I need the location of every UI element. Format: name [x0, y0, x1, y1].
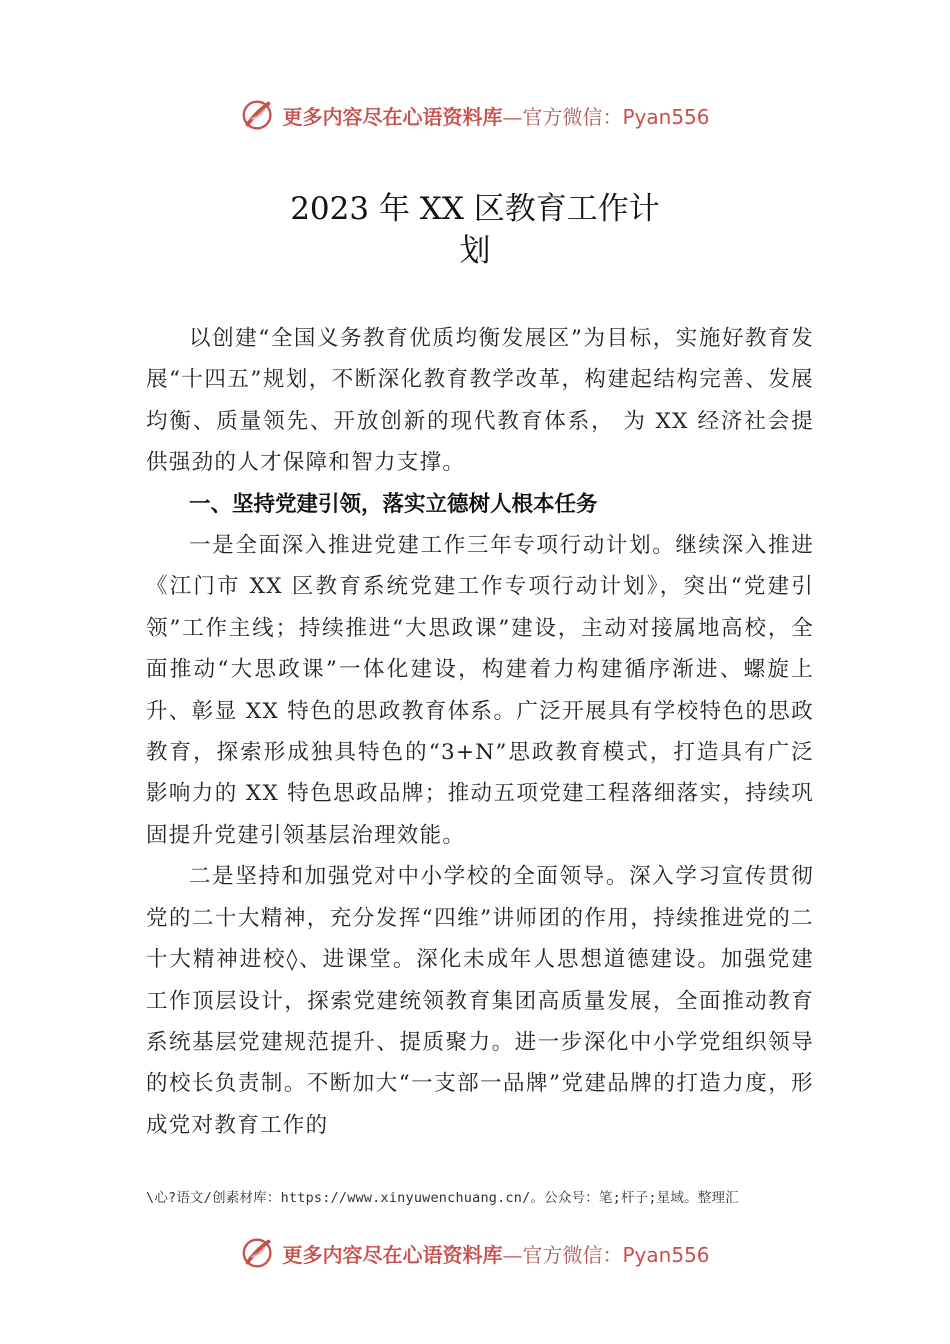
- banner-title: 更多内容尽在心语资料库: [282, 1242, 503, 1267]
- banner-separator: —: [502, 104, 523, 129]
- header-banner: [0, 95, 950, 135]
- section-heading: 一、坚持党建引领，落实立德树人根本任务: [189, 491, 598, 517]
- body-paragraph: 二是坚持和加强党对中小学校的全面领导。深入学习宣传贯彻党的二十大精神，充分发挥“四维”讲师团的作用，持续推进党的二十大精神进校◊、进课堂。深化未成年人思想道德建设。加强党建工作顶层设计，探索党建统领教育集团高质量发展，全面推动教育系统基层党建规范提升、提质聚力。进一步深化中小学党组织领导的校长负责制。不断加大“一支部一品牌”党建品牌的打造力度，形成党对教育工作的: [146, 864, 814, 1138]
- source-note: \心?语文/创素材库：https://www.xinyuwenchuang.cn/。公众号：笔;杆子;星域。整理汇: [146, 1190, 739, 1206]
- document-body: [146, 318, 814, 1146]
- banner-wechat-id: Pyan556: [622, 1242, 710, 1267]
- banner-wechat-label: 官方微信：: [522, 104, 623, 129]
- intro-paragraph: 以创建“全国义务教育优质均衡发展区”为目标，实施好教育发展“十四五”规划，不断深化教育教学改革，构建起结构完善、发展均衡、质量领先、开放创新的现代教育体系， 为 XX 经济社会提供强劲的人才保障和智力支撑。: [146, 326, 814, 476]
- brush-logo-icon: [240, 96, 278, 134]
- banner-wechat-label: 官方微信：: [522, 1242, 623, 1267]
- banner-wechat-id: Pyan556: [622, 104, 710, 129]
- title-line-2: 划: [459, 233, 491, 269]
- footer-banner: [0, 1233, 950, 1273]
- banner-title: 更多内容尽在心语资料库: [282, 104, 503, 129]
- banner-text: [282, 101, 709, 130]
- banner-text: [282, 1239, 709, 1268]
- document-title: [0, 188, 950, 272]
- brush-logo-icon: [240, 1234, 278, 1272]
- banner-separator: —: [502, 1242, 523, 1267]
- body-paragraph: 一是全面深入推进党建工作三年专项行动计划。继续深入推进《江门市 XX 区教育系统党建工作专项行动计划》，突出“党建引领”工作主线；持续推进“大思政课”建设，主动对接属地高校，全面推动“大思政课”一体化建设，构建着力构建循序渐进、螺旋上升、彰显 XX 特色的思政教育体系。广泛开展具有学校特色的思政教育，探索形成独具特色的“3+N”思政教育模式，打造具有广泛影响力的 XX 特色思政品牌；推动五项党建工程落细落实，持续巩固提升党建引领基层治理效能。: [146, 533, 814, 848]
- title-line-1: 2023 年 XX 区教育工作计: [290, 191, 660, 227]
